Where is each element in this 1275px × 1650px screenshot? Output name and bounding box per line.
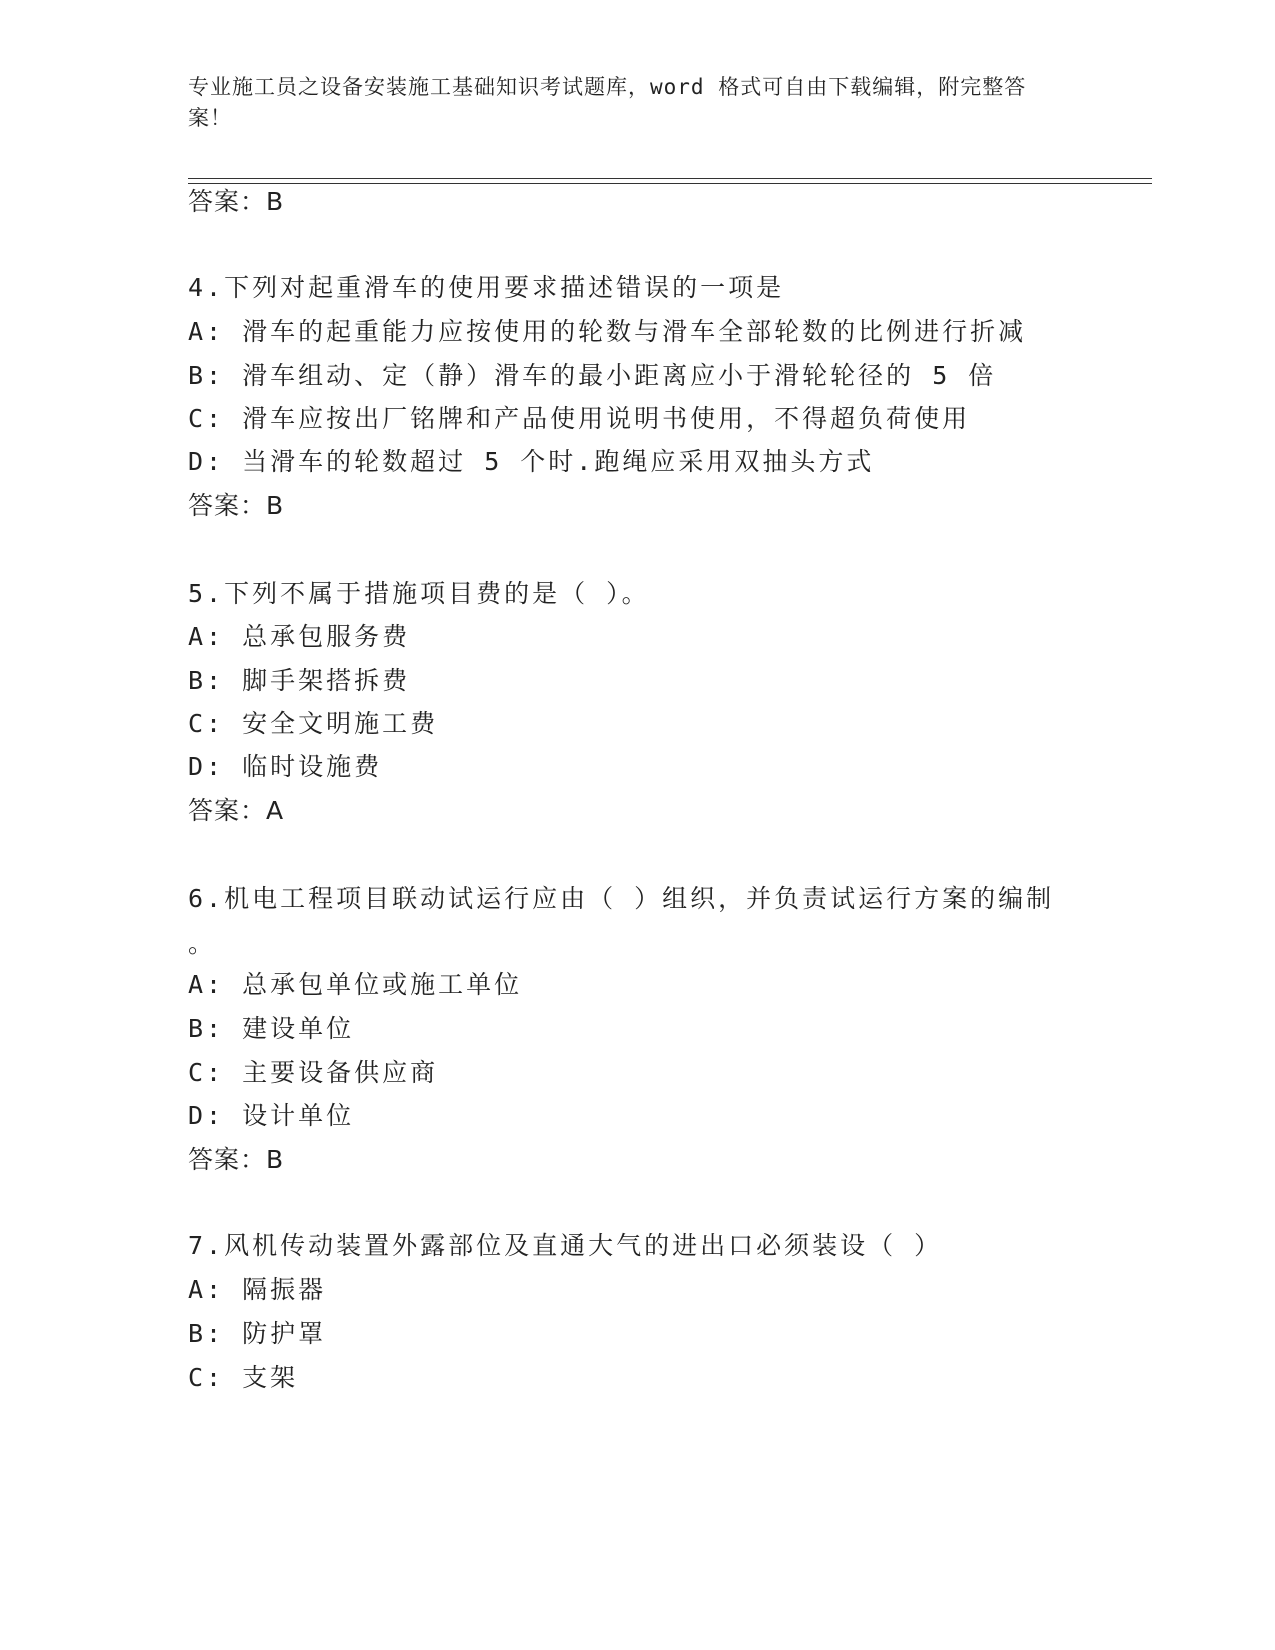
answer-q6: 答案：B: [188, 1145, 285, 1174]
question-5: 5.下列不属于措施项目费的是（ ）。: [188, 579, 650, 608]
q6-option-a: A: 总承包单位或施工单位: [188, 970, 523, 999]
q7-option-c: C: 支架: [188, 1363, 299, 1392]
q4-option-d: D: 当滑车的轮数超过 5 个时.跑绳应采用双抽头方式: [188, 447, 875, 476]
document-header: 专业施工员之设备安装施工基础知识考试题库，word 格式可自由下载编辑，附完整答案！: [188, 75, 1027, 130]
q7-option-a: A: 隔振器: [188, 1275, 327, 1304]
question-6: 6.机电工程项目联动试运行应由（ ）组织，并负责试运行方案的编制: [188, 884, 1055, 913]
header-divider-bottom: [188, 183, 1152, 184]
answer-q5: 答案：A: [188, 796, 285, 825]
question-6-continuation: 。: [188, 929, 217, 958]
question-4: 4.下列对起重滑车的使用要求描述错误的一项是: [188, 273, 785, 302]
q6-option-d: D: 设计单位: [188, 1101, 355, 1130]
q5-option-a: A: 总承包服务费: [188, 622, 411, 651]
q5-option-d: D: 临时设施费: [188, 752, 383, 781]
q5-option-b: B: 脚手架搭拆费: [188, 666, 411, 695]
q5-option-c: C: 安全文明施工费: [188, 709, 439, 738]
q6-option-c: C: 主要设备供应商: [188, 1058, 439, 1087]
q4-option-c: C: 滑车应按出厂铭牌和产品使用说明书使用，不得超负荷使用: [188, 404, 971, 433]
q7-option-b: B: 防护罩: [188, 1319, 327, 1348]
header-divider-top: [188, 178, 1152, 179]
answer-q4: 答案：B: [188, 491, 285, 520]
answer-q3: 答案：B: [188, 187, 285, 216]
q4-option-a: A: 滑车的起重能力应按使用的轮数与滑车全部轮数的比例进行折减: [188, 317, 1027, 346]
q6-option-b: B: 建设单位: [188, 1014, 355, 1043]
q4-option-b: B: 滑车组动、定（静）滑车的最小距离应小于滑轮轮径的 5 倍: [188, 361, 997, 390]
question-7: 7.风机传动装置外露部位及直通大气的进出口必须装设（ ）: [188, 1231, 943, 1260]
